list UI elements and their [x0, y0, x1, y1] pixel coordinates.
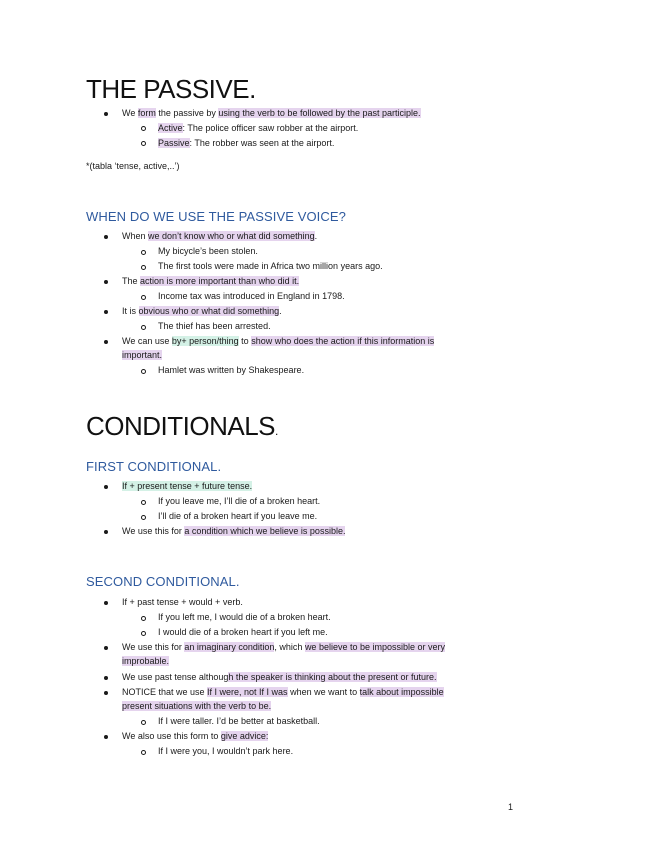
bullet — [104, 676, 108, 680]
text: We can use — [122, 336, 172, 346]
page-number: 1 — [508, 802, 514, 812]
sub-bullet — [141, 126, 146, 131]
example: My bicycle’s been stolen. — [158, 246, 258, 256]
sub-bullet — [141, 500, 146, 505]
heading-first-conditional: FIRST CONDITIONAL. — [86, 459, 222, 474]
sub-bullet — [141, 250, 146, 255]
bullet — [104, 735, 108, 739]
heading-second-conditional: SECOND CONDITIONAL. — [86, 574, 240, 589]
text: : The police officer saw robber at the airport. — [182, 123, 359, 133]
example: Income tax was introduced in England in 1798. — [158, 291, 345, 301]
sub-bullet — [141, 515, 146, 520]
second-bullet-1: If + past tense + would + verb. — [122, 597, 243, 607]
bullet — [104, 235, 108, 239]
bullet — [104, 340, 108, 344]
example: If you leave me, I’ll die of a broken heart. — [158, 496, 321, 506]
text: when we want to — [287, 687, 360, 697]
sub-bullet — [141, 720, 146, 725]
bullet — [104, 112, 108, 116]
bullet — [104, 530, 108, 534]
sub-bullet — [141, 265, 146, 270]
highlight: improbable. — [122, 656, 170, 666]
highlight: an imaginary condition — [184, 642, 275, 652]
second-bullet-2-cont — [122, 655, 169, 667]
passive-bullet-1 — [122, 107, 421, 119]
when-bullet-3 — [122, 305, 282, 317]
highlight-green: by+ person/thing — [171, 336, 239, 346]
text: : The robber was seen at the airport. — [189, 138, 335, 148]
text: . — [279, 306, 282, 316]
passive-label: Passive — [158, 138, 190, 148]
title-conditionals — [86, 411, 278, 446]
example: The thief has been arrested. — [158, 321, 271, 331]
sub-bullet — [141, 295, 146, 300]
text: NOTICE that we use — [122, 687, 208, 697]
bullet — [104, 280, 108, 284]
table-note: *(tabla ‘tense, active,..’) — [86, 161, 180, 171]
text: CONDITIONALS — [86, 411, 276, 441]
second-bullet-2 — [122, 641, 445, 653]
second-bullet-3 — [122, 671, 437, 683]
highlight: form — [137, 108, 156, 118]
first-bullet-1 — [122, 480, 252, 492]
when-bullet-1 — [122, 230, 317, 242]
highlight: a condition which we believe is possible. — [184, 526, 346, 536]
highlight: If I were, not If I was — [207, 687, 288, 697]
highlight: give advice: — [220, 731, 269, 741]
text: We use this for — [122, 642, 185, 652]
text: the passive by — [155, 108, 219, 118]
example: If you left me, I would die of a broken heart. — [158, 612, 331, 622]
when-bullet-2 — [122, 275, 299, 287]
sub-bullet — [141, 631, 146, 636]
text: We — [122, 108, 138, 118]
bullet — [104, 691, 108, 695]
bullet — [104, 646, 108, 650]
sub-bullet — [141, 369, 146, 374]
bullet — [104, 485, 108, 489]
example: I’ll die of a broken heart if you leave me. — [158, 511, 318, 521]
passive-example — [158, 137, 334, 149]
highlight: using the verb to be followed by the past participle. — [218, 108, 421, 118]
sub-bullet — [141, 141, 146, 146]
text: We also use this form to — [122, 731, 221, 741]
text: to — [238, 336, 252, 346]
second-bullet-4 — [122, 686, 444, 698]
highlight: we don’t know who or what did something — [148, 231, 315, 241]
when-bullet-4 — [122, 335, 434, 347]
text: The — [122, 276, 141, 286]
when-bullet-4-cont — [122, 349, 162, 361]
example: I would die of a broken heart if you left me. — [158, 627, 328, 637]
text: It is — [122, 306, 139, 316]
text: . — [314, 231, 318, 241]
highlight: important. — [122, 350, 163, 360]
sub-bullet — [141, 616, 146, 621]
text: We use past tense althoug — [122, 672, 229, 682]
highlight: show who does the action if this information is — [251, 336, 435, 346]
highlight: talk about impossible — [359, 687, 444, 697]
highlight: we believe to be impossible or very — [304, 642, 446, 652]
bullet — [104, 601, 108, 605]
text: . — [275, 424, 278, 438]
bullet — [104, 310, 108, 314]
second-bullet-4-cont — [122, 700, 271, 712]
first-bullet-2 — [122, 525, 345, 537]
active-label: Active — [158, 123, 183, 133]
example: If I were you, I wouldn’t park here. — [158, 746, 294, 756]
example: If I were taller. I’d be better at basketball. — [158, 716, 320, 726]
text: When — [122, 231, 149, 241]
active-example — [158, 122, 358, 134]
highlight: present situations with the verb to be. — [122, 701, 272, 711]
heading-when-passive: WHEN DO WE USE THE PASSIVE VOICE? — [86, 209, 346, 224]
title-passive: THE PASSIVE. — [86, 74, 256, 104]
highlight-green: If + present tense + future tense. — [122, 481, 253, 491]
example: The first tools were made in Africa two million years ago. — [158, 261, 383, 271]
text: , which — [274, 642, 305, 652]
highlight: action is more important than who did it. — [140, 276, 300, 286]
sub-bullet — [141, 325, 146, 330]
text: We use this for — [122, 526, 185, 536]
second-bullet-5 — [122, 730, 268, 742]
highlight: obvious who or what did something — [138, 306, 280, 316]
example: Hamlet was written by Shakespeare. — [158, 365, 305, 375]
sub-bullet — [141, 750, 146, 755]
highlight: h the speaker is thinking about the present or future. — [228, 672, 437, 682]
